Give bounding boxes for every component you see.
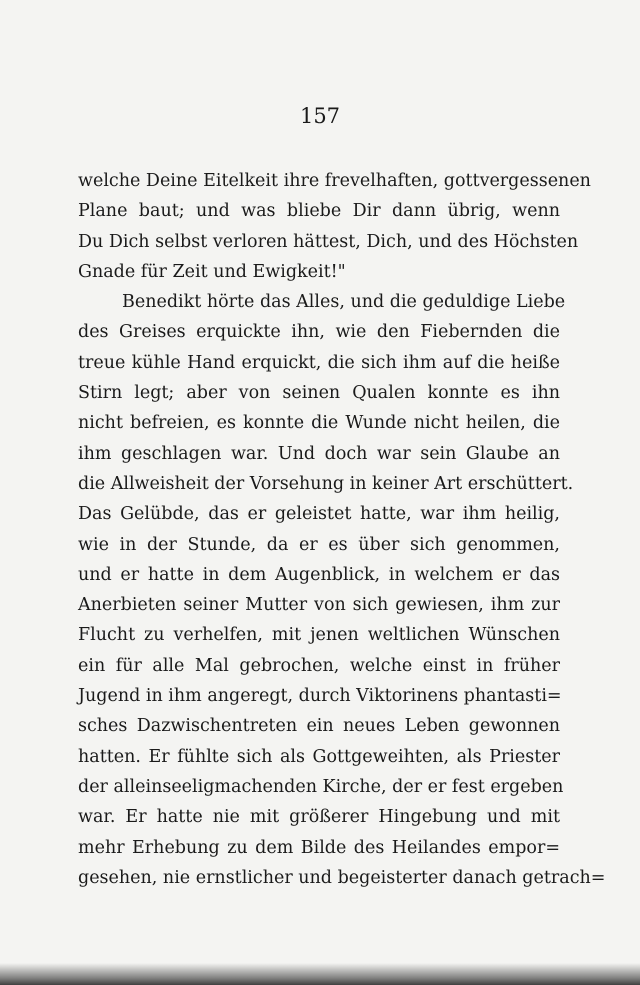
text-line: Benedikt hörte das Alles, und die geduldige Liebe (122, 292, 566, 313)
text-line: ihm geschlagen war. Und doch war sein Glaube an (78, 443, 560, 464)
body-text (78, 166, 606, 893)
text-line: gesehen, nie ernstlicher und begeisterter danach getrach= (78, 867, 606, 888)
page-number: 157 (299, 104, 341, 128)
text-line: welche Deine Eitelkeit ihre frevelhaften, gottvergessenen (78, 171, 591, 191)
text-line: des Greises erquickte ihn, wie den Fiebernden die (78, 322, 560, 343)
text-line: und er hatte in dem Augenblick, in welchem er das (78, 564, 560, 585)
text-line: Stirn legt; aber von seinen Qualen konnte es ihn (78, 383, 560, 404)
text-line: mehr Erhebung zu dem Bilde des Heilandes empor= (78, 837, 560, 858)
text-line: Plane baut; und was bliebe Dir dann übrig, wenn (78, 201, 560, 222)
scan-edge-shadow (0, 963, 640, 985)
text-line: Flucht zu verhelfen, mit jenen weltlichen Wünschen (78, 625, 560, 646)
text-line: die Allweisheit der Vorsehung in keiner Art erschüttert. (78, 473, 574, 494)
text-line: Gnade für Zeit und Ewigkeit!" (78, 261, 346, 282)
text-line: nicht befreien, es konnte die Wunde nicht heilen, die (78, 413, 560, 434)
text-line: wie in der Stunde, da er es über sich genommen, (78, 534, 560, 555)
text-line: ein für alle Mal gebrochen, welche einst in früher (78, 655, 560, 676)
text-line: Das Gelübde, das er geleistet hatte, war ihm heilig, (78, 504, 560, 525)
text-line: hatten. Er fühlte sich als Gottgeweihten, als Priester (78, 746, 560, 767)
text-line: Jugend in ihm angeregt, durch Viktorinens phantasti= (78, 686, 562, 707)
text-line: sches Dazwischentreten ein neues Leben gewonnen (78, 716, 560, 737)
text-line: treue kühle Hand erquickt, die sich ihm auf die heiße (78, 352, 560, 373)
text-line: Anerbieten seiner Mutter von sich gewiesen, ihm zur (78, 595, 560, 616)
text-line: Du Dich selbst verloren hättest, Dich, und des Höchsten (78, 231, 579, 252)
text-line: der alleinseeligmachenden Kirche, der er fest ergeben (78, 776, 564, 797)
text-line: war. Er hatte nie mit größerer Hingebung und mit (78, 807, 560, 828)
